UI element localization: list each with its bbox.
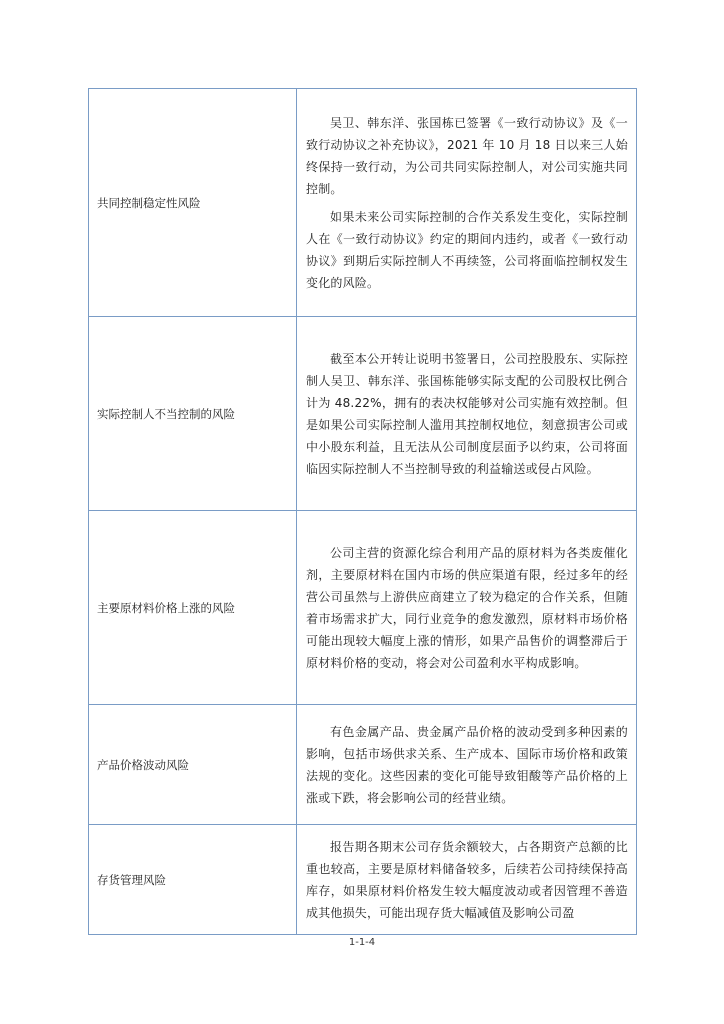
risk-paragraph: 报告期各期末公司存货余额较大，占各期资产总额的比重也较高，主要是原材料储备较多，后续若公司持续保持高库存，如果原材料价格发生较大幅度波动或者因管理不善造成其他损失，可能出现存货大幅减值及影响公司盈 (306, 839, 628, 920)
risk-name: 实际控制人不当控制的风险 (89, 317, 297, 511)
risk-paragraph: 吴卫、韩东洋、张国栋已签署《一致行动协议》及《一致行动协议之补充协议》，2021 年 10 月 18 日以来三人始终保持一致行动，为公司共同实际控制人，对公司实施共同控制。 (306, 115, 628, 196)
risk-name: 存货管理风险 (89, 825, 297, 935)
risk-description (297, 705, 637, 825)
risk-table (88, 88, 637, 935)
risk-name: 主要原材料价格上涨的风险 (89, 511, 297, 705)
table-row (89, 317, 637, 511)
risk-paragraph: 公司主营的资源化综合利用产品的原材料为各类废催化剂，主要原材料在国内市场的供应渠道有限，经过多年的经营公司虽然与上游供应商建立了较为稳定的合作关系，但随着市场需求扩大，同行业竞争的愈发激烈，原材料市场价格可能出现较大幅度上涨的情形，如果产品售价的调整滞后于原材料价格的变动，将会对公司盈利水平构成影响。 (306, 545, 628, 670)
risk-name: 产品价格波动风险 (89, 705, 297, 825)
risk-paragraph: 有色金属产品、贵金属产品价格的波动受到多种因素的影响，包括市场供求关系、生产成本、国际市场价格和政策法规的变化。这些因素的变化可能导致钼酸等产品价格的上涨或下跌，将会影响公司的经营业绩。 (306, 724, 628, 805)
page-number: 1-1-4 (348, 937, 376, 948)
risk-description (297, 317, 637, 511)
risk-paragraph: 截至本公开转让说明书签署日，公司控股股东、实际控制人吴卫、韩东洋、张国栋能够实际支配的公司股权比例合计为 48.22%，拥有的表决权能够对公司实施有效控制。但是如果公司实际控制人滥用其控制权地位，刻意损害公司或中小股东利益，且无法从公司制度层面予以约束，公司将面临因实际控制人不当控制导致的利益输送或侵占风险。 (306, 351, 628, 476)
table-row (89, 511, 637, 705)
risk-paragraph: 如果未来公司实际控制的合作关系发生变化，实际控制人在《一致行动协议》约定的期间内违约，或者《一致行动协议》到期后实际控制人不再续签，公司将面临控制权发生变化的风险。 (306, 209, 628, 290)
risk-description (297, 511, 637, 705)
table-row (89, 705, 637, 825)
risk-name: 共同控制稳定性风险 (89, 89, 297, 317)
table-row (89, 89, 637, 317)
table-row (89, 825, 637, 935)
risk-description (297, 825, 637, 935)
risk-description (297, 89, 637, 317)
